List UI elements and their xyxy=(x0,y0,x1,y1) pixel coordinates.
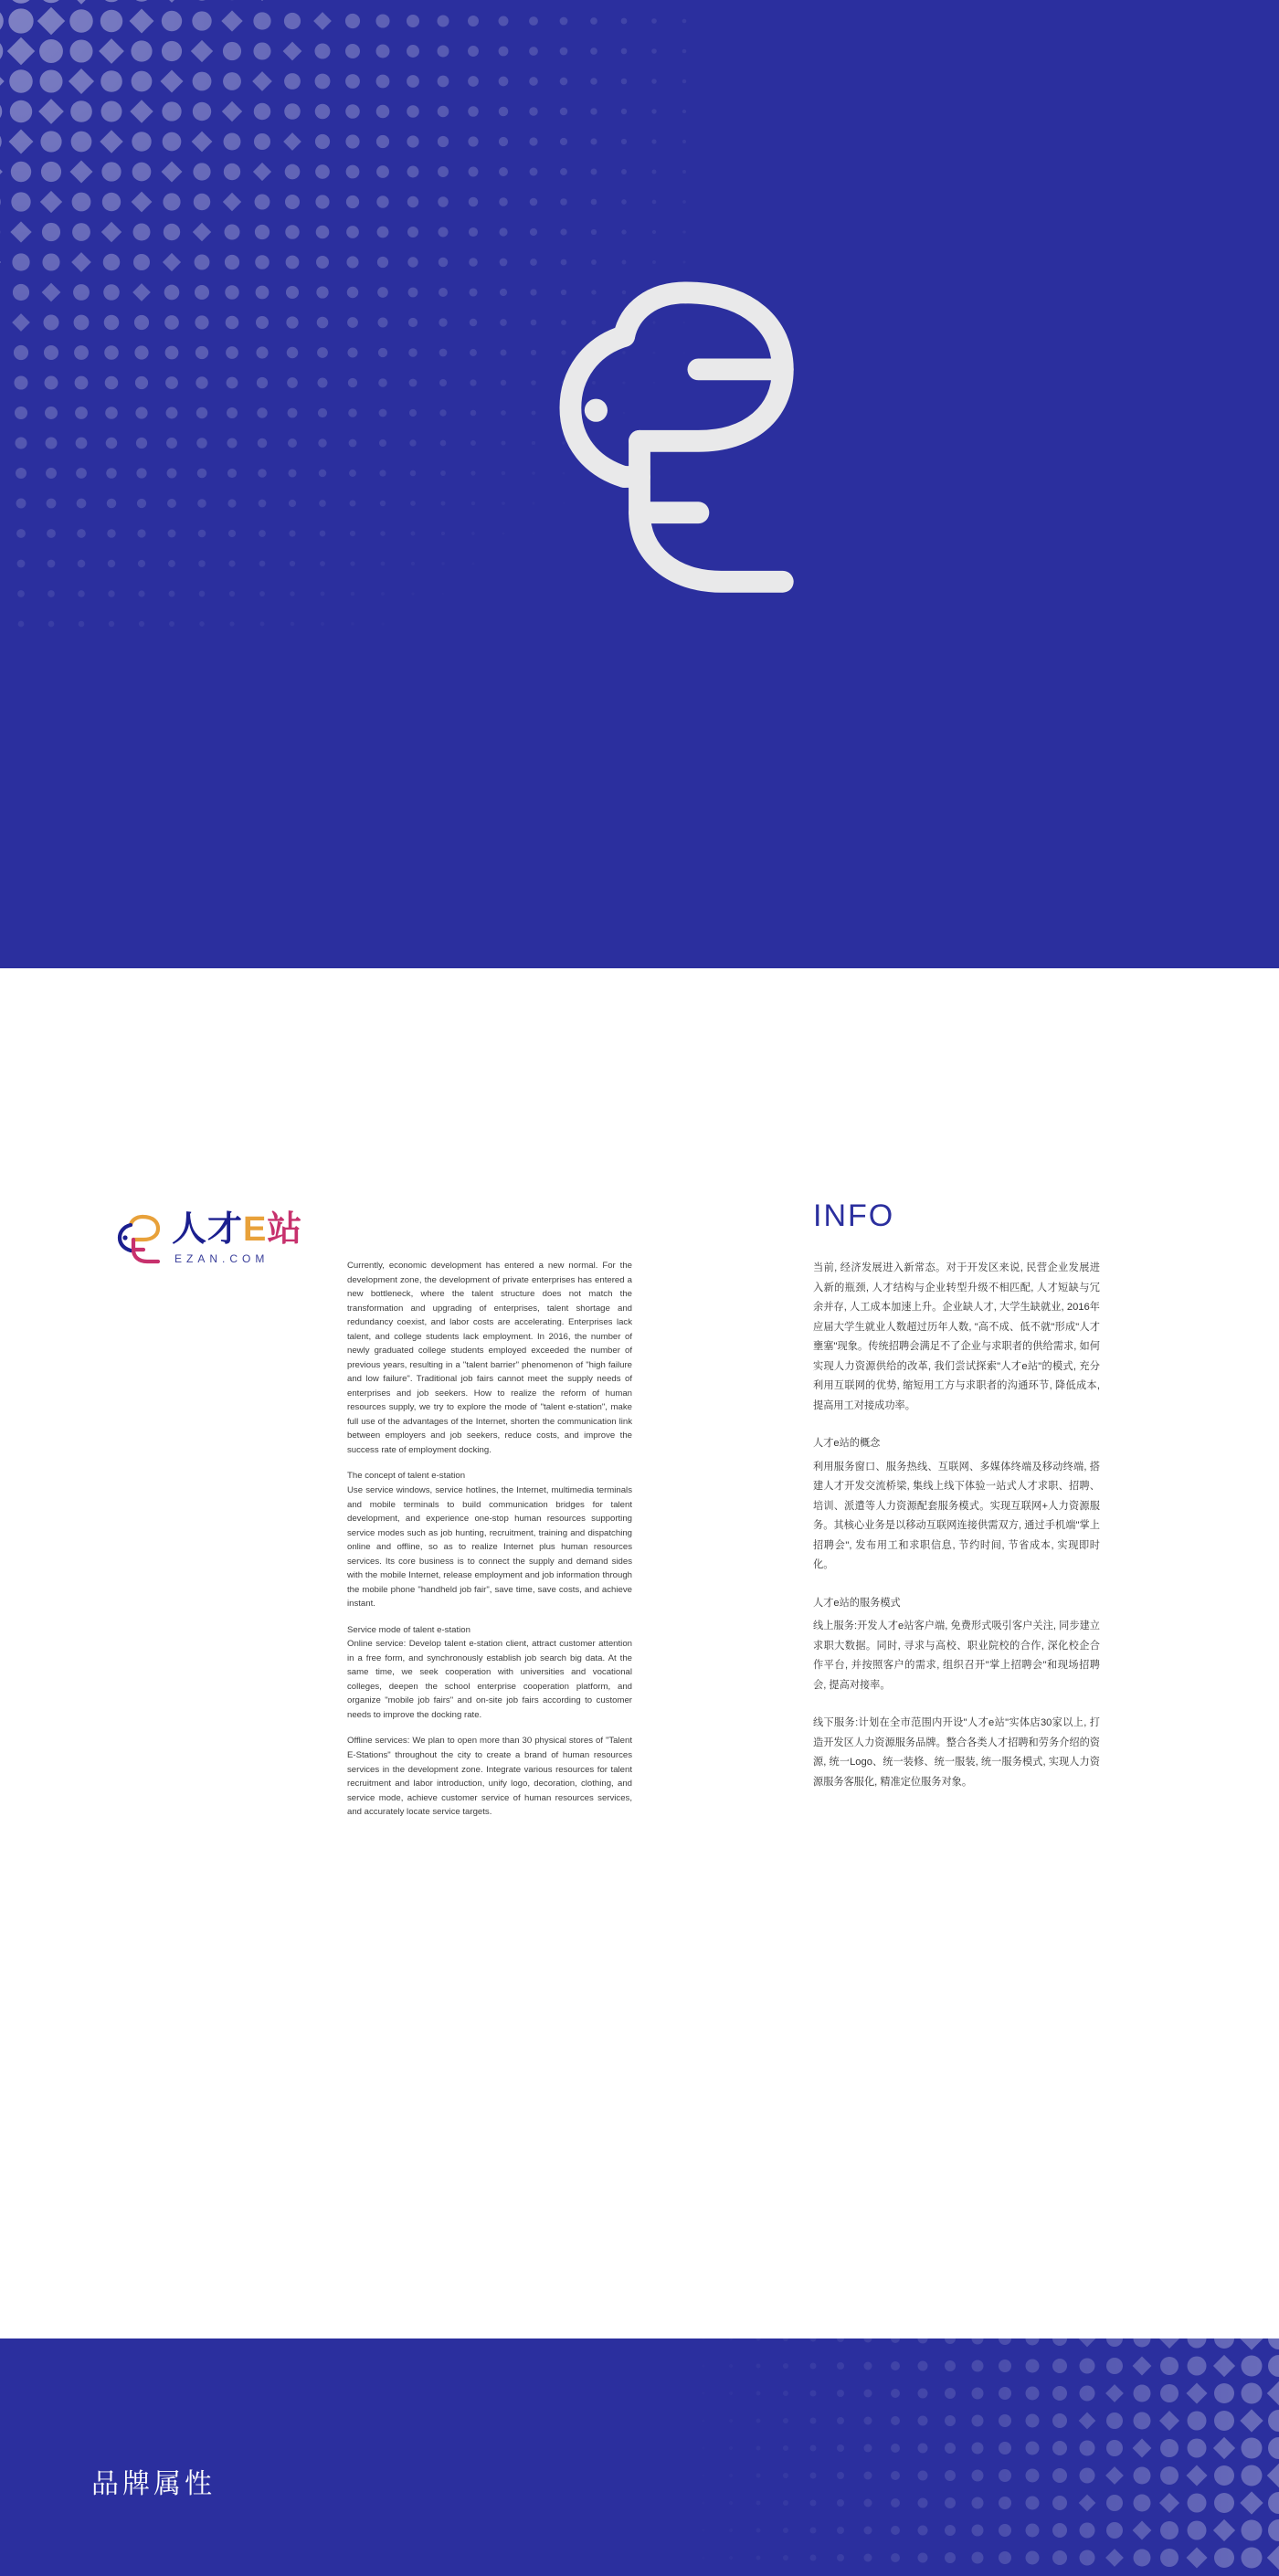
chinese-paragraph-1: 当前, 经济发展进入新常态。对于开发区来说, 民营企业发展进入新的瓶颈, 人才结构与企业转型升级不相匹配, 人才短缺与冗余并存, 人工成本加速上升。企业缺人才, 大学生缺就业, 2016年应届大学生就业人数超过历年人数, "高不成、低不就"形成"人才壅塞"现象。传统招聘会满足不了企业与求职者的供给需求, 如何实现人力资源供给的改革, 我们尝试探索"人才e站"的模式, 充分利用互联网的优势, 缩短用工方与求职者的沟通环节, 降低成本, 提高用工对接成功率。 xyxy=(813,1262,1100,1411)
footer-band xyxy=(0,2338,1279,2576)
chinese-paragraph-4: 线下服务:计划在全市范围内开设"人才e站"实体店30家以上, 打造开发区人力资源服务品牌。整合各类人才招聘和劳务介绍的资源, 统一Logo、统一装修、统一服装, 统一服务模式, 实现人力资源服务客服化, 精准定位服务对象。 xyxy=(813,1717,1100,1788)
english-heading-service-mode: Service mode of talent e-station xyxy=(347,1624,470,1635)
brand-name-e: E xyxy=(243,1209,268,1249)
brand-name xyxy=(172,1209,303,1249)
chinese-column xyxy=(813,1259,1100,1811)
ezan-mark-icon xyxy=(111,1210,163,1265)
footer-title: 品牌属性 xyxy=(91,2469,216,2499)
footer-halftone-dot-pattern-icon xyxy=(676,2338,1279,2576)
english-paragraph-1: Currently, economic development has entered a new normal. For the development zone, the development of private enterprises has entered a new bottleneck, where the talent structure does not match the transformation and upgrading of enterprises, talent shortage and redundancy coexist, and labor costs are accelerating. Enterprises lack talent, and college students lack employment. In 2016, the number of newly graduated college students employed exceeded the number of previous years, resulting in a "talent barrier" phenomenon of "high failure and low failure". Traditional job fairs cannot meet the supply needs of enterprises and job seekers. How to realize the reform of human resources supply, we try to explore the mode of "talent e-station", make full use of the advantages of the Internet, shorten the communication link between employers and job seekers, reduce costs, and improve the success rate of employment docking. xyxy=(347,1261,632,1455)
chinese-heading-service-mode: 人才e站的服务模式 xyxy=(813,1597,901,1609)
brand-name-cn: 人才 xyxy=(172,1209,244,1249)
english-paragraph-2: Use service windows, service hotlines, the Internet, multimedia terminals and mobile terminals to build communication bridges for talent development, and experience one-stop human resources supporting service modes such as job hunting, recruitment, training and dispatching online and offline, so as to realize Internet plus human resources services. Its core business is to connect the supply and demand sides with the mobile Internet, release employment and job information through the mobile phone "handheld job fair", save time, save costs, and achieve instant. xyxy=(347,1484,632,1610)
ezan-elephant-logo-icon xyxy=(448,247,831,630)
brand-logo-text xyxy=(172,1209,303,1265)
brand-logo xyxy=(111,1198,322,1277)
chinese-paragraph-3: 线上服务:开发人才e站客户端, 免费形式吸引客户关注, 同步建立求职大数据。同时, 寻求与高校、职业院校的合作, 深化校企合作平台, 并按照客户的需求, 组织召开"掌上招聘会"和现场招聘会, 提高对接率。 xyxy=(813,1621,1100,1691)
content-area xyxy=(0,968,1279,2338)
hero-banner xyxy=(0,0,1279,968)
english-paragraph-3: Online service: Develop talent e-station client, attract customer attention in a free form, and synchronously establish job search big data. At the same time, we seek cooperation with universities and vocational colleges, deepen the school enterprise cooperation platform, and organize "mobile job fairs" and on-site job fairs according to customer needs to improve the docking rate. xyxy=(347,1639,632,1720)
english-column xyxy=(347,1259,632,1832)
brand-name-zhan: 站 xyxy=(267,1209,303,1249)
english-paragraph-4: Offline services: We plan to open more than 30 physical stores of "Talent E-Stations" throughout the city to create a brand of human resources services in the development zone. Integrate various resources for talent recruitment and labor introduction, unify logo, decoration, clothing, and service mode, achieve customer service of human resources services, and accurately locate service targets. xyxy=(347,1736,632,1818)
brand-domain: EZAN.COM xyxy=(174,1251,270,1265)
info-title: INFO xyxy=(813,1198,895,1233)
english-heading-concept: The concept of talent e-station xyxy=(347,1471,466,1482)
chinese-heading-concept: 人才e站的概念 xyxy=(813,1438,881,1449)
chinese-paragraph-2: 利用服务窗口、服务热线、互联网、多媒体终端及移动终端, 搭建人才开发交流桥梁, 集线上线下体验一站式人才求职、招聘、培训、派遣等人力资源配套服务模式。实现互联网+人力资源服务。其核心业务是以移动互联网连接供需双方, 通过手机端"掌上招聘会", 发布用工和求职信息, 节约时间, 节省成本, 实现即时化。 xyxy=(813,1461,1100,1570)
